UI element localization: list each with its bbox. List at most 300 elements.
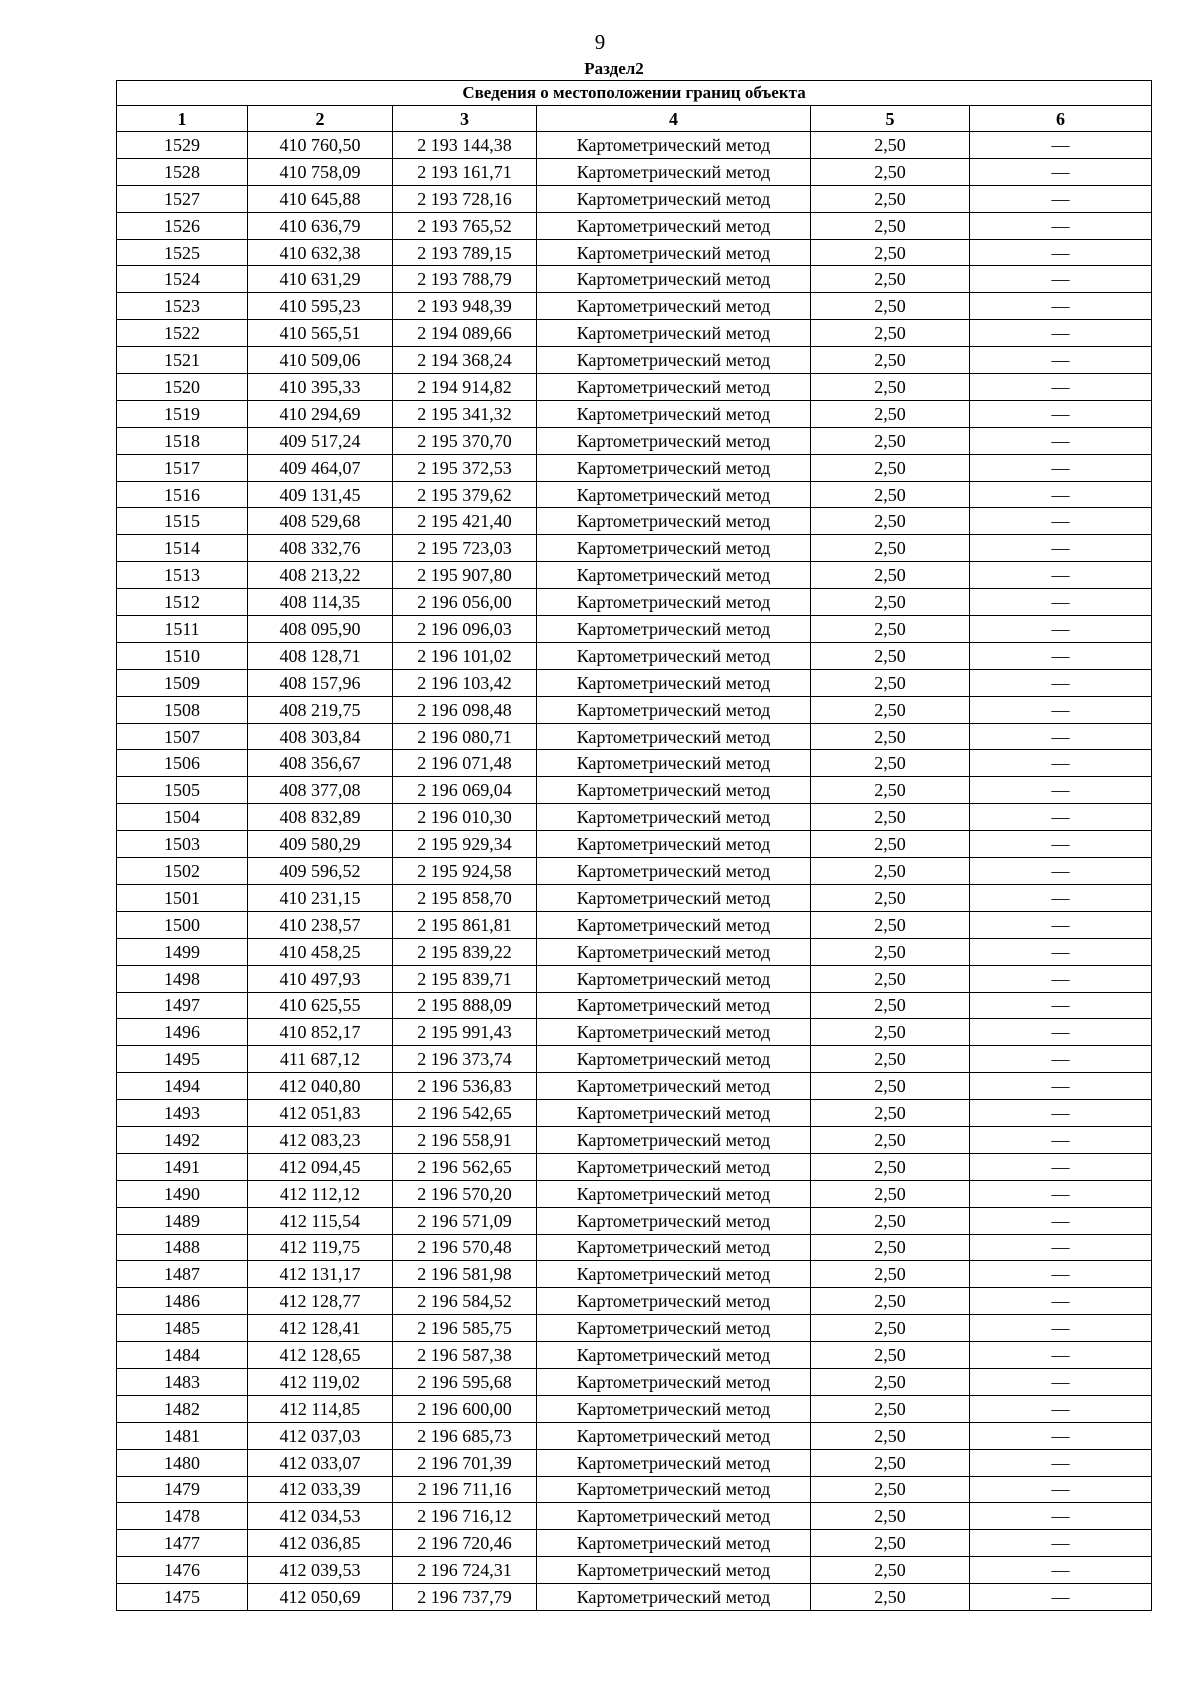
x-coordinate-cell: 408 356,67 bbox=[248, 750, 393, 777]
accuracy-cell: 2,50 bbox=[811, 293, 970, 320]
description-cell: — bbox=[970, 1261, 1152, 1288]
table-row bbox=[117, 400, 1152, 427]
point-number-cell: 1498 bbox=[117, 965, 248, 992]
x-coordinate-cell: 410 760,50 bbox=[248, 132, 393, 159]
description-cell: — bbox=[970, 1207, 1152, 1234]
table-row bbox=[117, 374, 1152, 401]
table-row bbox=[117, 239, 1152, 266]
x-coordinate-cell: 409 596,52 bbox=[248, 858, 393, 885]
method-cell: Картометрический метод bbox=[537, 1368, 811, 1395]
accuracy-cell: 2,50 bbox=[811, 1153, 970, 1180]
point-number-cell: 1493 bbox=[117, 1100, 248, 1127]
description-cell: — bbox=[970, 132, 1152, 159]
accuracy-cell: 2,50 bbox=[811, 185, 970, 212]
y-coordinate-cell: 2 196 595,68 bbox=[393, 1368, 537, 1395]
accuracy-cell: 2,50 bbox=[811, 884, 970, 911]
accuracy-cell: 2,50 bbox=[811, 1207, 970, 1234]
y-coordinate-cell: 2 196 103,42 bbox=[393, 669, 537, 696]
y-coordinate-cell: 2 195 421,40 bbox=[393, 508, 537, 535]
table-row bbox=[117, 1126, 1152, 1153]
y-coordinate-cell: 2 195 907,80 bbox=[393, 562, 537, 589]
method-cell: Картометрический метод bbox=[537, 642, 811, 669]
description-cell: — bbox=[970, 858, 1152, 885]
description-cell: — bbox=[970, 320, 1152, 347]
method-cell: Картометрический метод bbox=[537, 1288, 811, 1315]
accuracy-cell: 2,50 bbox=[811, 589, 970, 616]
accuracy-cell: 2,50 bbox=[811, 1315, 970, 1342]
method-cell: Картометрический метод bbox=[537, 1153, 811, 1180]
y-coordinate-cell: 2 196 071,48 bbox=[393, 750, 537, 777]
accuracy-cell: 2,50 bbox=[811, 562, 970, 589]
description-cell: — bbox=[970, 481, 1152, 508]
accuracy-cell: 2,50 bbox=[811, 266, 970, 293]
point-number-cell: 1479 bbox=[117, 1476, 248, 1503]
accuracy-cell: 2,50 bbox=[811, 858, 970, 885]
method-cell: Картометрический метод bbox=[537, 1180, 811, 1207]
x-coordinate-cell: 409 580,29 bbox=[248, 831, 393, 858]
method-cell: Картометрический метод bbox=[537, 132, 811, 159]
x-coordinate-cell: 412 037,03 bbox=[248, 1422, 393, 1449]
section-title: Раздел2 bbox=[584, 59, 644, 78]
point-number-cell: 1526 bbox=[117, 212, 248, 239]
method-cell: Картометрический метод bbox=[537, 992, 811, 1019]
method-cell: Картометрический метод bbox=[537, 1395, 811, 1422]
table-row bbox=[117, 992, 1152, 1019]
description-cell: — bbox=[970, 293, 1152, 320]
table-row bbox=[117, 212, 1152, 239]
point-number-cell: 1499 bbox=[117, 938, 248, 965]
y-coordinate-cell: 2 193 948,39 bbox=[393, 293, 537, 320]
point-number-cell: 1525 bbox=[117, 239, 248, 266]
y-coordinate-cell: 2 193 144,38 bbox=[393, 132, 537, 159]
point-number-cell: 1477 bbox=[117, 1530, 248, 1557]
point-number-cell: 1488 bbox=[117, 1234, 248, 1261]
accuracy-cell: 2,50 bbox=[811, 347, 970, 374]
description-cell: — bbox=[970, 911, 1152, 938]
accuracy-cell: 2,50 bbox=[811, 777, 970, 804]
y-coordinate-cell: 2 196 685,73 bbox=[393, 1422, 537, 1449]
y-coordinate-cell: 2 193 161,71 bbox=[393, 158, 537, 185]
y-coordinate-cell: 2 195 379,62 bbox=[393, 481, 537, 508]
table-row bbox=[117, 1153, 1152, 1180]
y-coordinate-cell: 2 196 069,04 bbox=[393, 777, 537, 804]
description-cell: — bbox=[970, 562, 1152, 589]
method-cell: Картометрический метод bbox=[537, 1315, 811, 1342]
method-cell: Картометрический метод bbox=[537, 508, 811, 535]
point-number-cell: 1502 bbox=[117, 858, 248, 885]
table-row bbox=[117, 347, 1152, 374]
y-coordinate-cell: 2 193 789,15 bbox=[393, 239, 537, 266]
table-row bbox=[117, 1449, 1152, 1476]
table-row bbox=[117, 132, 1152, 159]
description-cell: — bbox=[970, 696, 1152, 723]
method-cell: Картометрический метод bbox=[537, 347, 811, 374]
x-coordinate-cell: 410 238,57 bbox=[248, 911, 393, 938]
table-row bbox=[117, 508, 1152, 535]
y-coordinate-cell: 2 196 098,48 bbox=[393, 696, 537, 723]
y-coordinate-cell: 2 196 587,38 bbox=[393, 1342, 537, 1369]
point-number-cell: 1509 bbox=[117, 669, 248, 696]
accuracy-cell: 2,50 bbox=[811, 1261, 970, 1288]
table-row bbox=[117, 723, 1152, 750]
accuracy-cell: 2,50 bbox=[811, 454, 970, 481]
accuracy-cell: 2,50 bbox=[811, 508, 970, 535]
table-row bbox=[117, 642, 1152, 669]
description-cell: — bbox=[970, 347, 1152, 374]
accuracy-cell: 2,50 bbox=[811, 1342, 970, 1369]
accuracy-cell: 2,50 bbox=[811, 831, 970, 858]
description-cell: — bbox=[970, 1126, 1152, 1153]
table-row bbox=[117, 158, 1152, 185]
table-row bbox=[117, 1584, 1152, 1611]
accuracy-cell: 2,50 bbox=[811, 320, 970, 347]
x-coordinate-cell: 412 050,69 bbox=[248, 1584, 393, 1611]
point-number-cell: 1496 bbox=[117, 1019, 248, 1046]
point-number-cell: 1500 bbox=[117, 911, 248, 938]
method-cell: Картометрический метод bbox=[537, 884, 811, 911]
y-coordinate-cell: 2 193 788,79 bbox=[393, 266, 537, 293]
accuracy-cell: 2,50 bbox=[811, 535, 970, 562]
method-cell: Картометрический метод bbox=[537, 669, 811, 696]
table-row bbox=[117, 777, 1152, 804]
table-row bbox=[117, 1368, 1152, 1395]
method-cell: Картометрический метод bbox=[537, 777, 811, 804]
point-number-cell: 1481 bbox=[117, 1422, 248, 1449]
x-coordinate-cell: 410 565,51 bbox=[248, 320, 393, 347]
point-number-cell: 1519 bbox=[117, 400, 248, 427]
description-cell: — bbox=[970, 1503, 1152, 1530]
table-row bbox=[117, 669, 1152, 696]
column-header: 1 bbox=[117, 106, 248, 132]
table-row bbox=[117, 1476, 1152, 1503]
method-cell: Картометрический метод bbox=[537, 616, 811, 643]
point-number-cell: 1482 bbox=[117, 1395, 248, 1422]
x-coordinate-cell: 410 294,69 bbox=[248, 400, 393, 427]
description-cell: — bbox=[970, 831, 1152, 858]
table-row bbox=[117, 965, 1152, 992]
point-number-cell: 1527 bbox=[117, 185, 248, 212]
accuracy-cell: 2,50 bbox=[811, 400, 970, 427]
point-number-cell: 1475 bbox=[117, 1584, 248, 1611]
point-number-cell: 1504 bbox=[117, 804, 248, 831]
x-coordinate-cell: 408 213,22 bbox=[248, 562, 393, 589]
table-row bbox=[117, 911, 1152, 938]
point-number-cell: 1510 bbox=[117, 642, 248, 669]
method-cell: Картометрический метод bbox=[537, 911, 811, 938]
table-row bbox=[117, 1530, 1152, 1557]
method-cell: Картометрический метод bbox=[537, 965, 811, 992]
table-row bbox=[117, 858, 1152, 885]
table-row bbox=[117, 562, 1152, 589]
x-coordinate-cell: 408 157,96 bbox=[248, 669, 393, 696]
method-cell: Картометрический метод bbox=[537, 1046, 811, 1073]
method-cell: Картометрический метод bbox=[537, 1126, 811, 1153]
boundary-coordinates-table bbox=[116, 80, 1152, 1611]
x-coordinate-cell: 412 128,65 bbox=[248, 1342, 393, 1369]
x-coordinate-cell: 410 625,55 bbox=[248, 992, 393, 1019]
y-coordinate-cell: 2 195 858,70 bbox=[393, 884, 537, 911]
x-coordinate-cell: 410 636,79 bbox=[248, 212, 393, 239]
accuracy-cell: 2,50 bbox=[811, 1368, 970, 1395]
method-cell: Картометрический метод bbox=[537, 1530, 811, 1557]
y-coordinate-cell: 2 196 570,20 bbox=[393, 1180, 537, 1207]
y-coordinate-cell: 2 193 728,16 bbox=[393, 185, 537, 212]
x-coordinate-cell: 412 114,85 bbox=[248, 1395, 393, 1422]
table-row bbox=[117, 1261, 1152, 1288]
table-row bbox=[117, 481, 1152, 508]
table-row bbox=[117, 696, 1152, 723]
y-coordinate-cell: 2 196 584,52 bbox=[393, 1288, 537, 1315]
point-number-cell: 1497 bbox=[117, 992, 248, 1019]
x-coordinate-cell: 410 497,93 bbox=[248, 965, 393, 992]
accuracy-cell: 2,50 bbox=[811, 992, 970, 1019]
y-coordinate-cell: 2 195 839,71 bbox=[393, 965, 537, 992]
description-cell: — bbox=[970, 239, 1152, 266]
accuracy-cell: 2,50 bbox=[811, 642, 970, 669]
column-header: 4 bbox=[537, 106, 811, 132]
y-coordinate-cell: 2 196 101,02 bbox=[393, 642, 537, 669]
x-coordinate-cell: 408 377,08 bbox=[248, 777, 393, 804]
accuracy-cell: 2,50 bbox=[811, 1100, 970, 1127]
x-coordinate-cell: 412 131,17 bbox=[248, 1261, 393, 1288]
method-cell: Картометрический метод bbox=[537, 1557, 811, 1584]
method-cell: Картометрический метод bbox=[537, 723, 811, 750]
x-coordinate-cell: 412 036,85 bbox=[248, 1530, 393, 1557]
method-cell: Картометрический метод bbox=[537, 454, 811, 481]
accuracy-cell: 2,50 bbox=[811, 1073, 970, 1100]
accuracy-cell: 2,50 bbox=[811, 1234, 970, 1261]
x-coordinate-cell: 412 033,07 bbox=[248, 1449, 393, 1476]
x-coordinate-cell: 410 595,23 bbox=[248, 293, 393, 320]
y-coordinate-cell: 2 194 914,82 bbox=[393, 374, 537, 401]
y-coordinate-cell: 2 196 558,91 bbox=[393, 1126, 537, 1153]
y-coordinate-cell: 2 196 373,74 bbox=[393, 1046, 537, 1073]
table-row bbox=[117, 1180, 1152, 1207]
column-header: 6 bbox=[970, 106, 1152, 132]
y-coordinate-cell: 2 194 368,24 bbox=[393, 347, 537, 374]
x-coordinate-cell: 412 094,45 bbox=[248, 1153, 393, 1180]
accuracy-cell: 2,50 bbox=[811, 1584, 970, 1611]
table-row bbox=[117, 320, 1152, 347]
point-number-cell: 1528 bbox=[117, 158, 248, 185]
method-cell: Картометрический метод bbox=[537, 320, 811, 347]
y-coordinate-cell: 2 196 542,65 bbox=[393, 1100, 537, 1127]
table-row bbox=[117, 616, 1152, 643]
y-coordinate-cell: 2 196 536,83 bbox=[393, 1073, 537, 1100]
description-cell: — bbox=[970, 427, 1152, 454]
y-coordinate-cell: 2 195 888,09 bbox=[393, 992, 537, 1019]
x-coordinate-cell: 410 231,15 bbox=[248, 884, 393, 911]
method-cell: Картометрический метод bbox=[537, 293, 811, 320]
table-row bbox=[117, 1503, 1152, 1530]
point-number-cell: 1523 bbox=[117, 293, 248, 320]
x-coordinate-cell: 410 395,33 bbox=[248, 374, 393, 401]
x-coordinate-cell: 412 115,54 bbox=[248, 1207, 393, 1234]
accuracy-cell: 2,50 bbox=[811, 1046, 970, 1073]
table-body bbox=[117, 132, 1152, 1611]
point-number-cell: 1522 bbox=[117, 320, 248, 347]
description-cell: — bbox=[970, 1046, 1152, 1073]
y-coordinate-cell: 2 196 716,12 bbox=[393, 1503, 537, 1530]
x-coordinate-cell: 410 509,06 bbox=[248, 347, 393, 374]
point-number-cell: 1506 bbox=[117, 750, 248, 777]
point-number-cell: 1478 bbox=[117, 1503, 248, 1530]
y-coordinate-cell: 2 195 341,32 bbox=[393, 400, 537, 427]
table-caption: Сведения о местоположении границ объекта bbox=[117, 81, 1152, 106]
y-coordinate-cell: 2 196 080,71 bbox=[393, 723, 537, 750]
column-header-row bbox=[117, 106, 1152, 132]
point-number-cell: 1515 bbox=[117, 508, 248, 535]
description-cell: — bbox=[970, 1315, 1152, 1342]
method-cell: Картометрический метод bbox=[537, 938, 811, 965]
accuracy-cell: 2,50 bbox=[811, 804, 970, 831]
y-coordinate-cell: 2 196 562,65 bbox=[393, 1153, 537, 1180]
x-coordinate-cell: 412 128,77 bbox=[248, 1288, 393, 1315]
point-number-cell: 1490 bbox=[117, 1180, 248, 1207]
accuracy-cell: 2,50 bbox=[811, 911, 970, 938]
y-coordinate-cell: 2 196 010,30 bbox=[393, 804, 537, 831]
table-row bbox=[117, 750, 1152, 777]
x-coordinate-cell: 408 332,76 bbox=[248, 535, 393, 562]
point-number-cell: 1476 bbox=[117, 1557, 248, 1584]
accuracy-cell: 2,50 bbox=[811, 212, 970, 239]
y-coordinate-cell: 2 196 056,00 bbox=[393, 589, 537, 616]
table-row bbox=[117, 427, 1152, 454]
description-cell: — bbox=[970, 938, 1152, 965]
x-coordinate-cell: 412 119,75 bbox=[248, 1234, 393, 1261]
description-cell: — bbox=[970, 1100, 1152, 1127]
y-coordinate-cell: 2 193 765,52 bbox=[393, 212, 537, 239]
y-coordinate-cell: 2 195 723,03 bbox=[393, 535, 537, 562]
accuracy-cell: 2,50 bbox=[811, 669, 970, 696]
x-coordinate-cell: 409 517,24 bbox=[248, 427, 393, 454]
description-cell: — bbox=[970, 1584, 1152, 1611]
point-number-cell: 1483 bbox=[117, 1368, 248, 1395]
method-cell: Картометрический метод bbox=[537, 831, 811, 858]
accuracy-cell: 2,50 bbox=[811, 1449, 970, 1476]
y-coordinate-cell: 2 196 724,31 bbox=[393, 1557, 537, 1584]
x-coordinate-cell: 408 128,71 bbox=[248, 642, 393, 669]
description-cell: — bbox=[970, 454, 1152, 481]
y-coordinate-cell: 2 195 370,70 bbox=[393, 427, 537, 454]
y-coordinate-cell: 2 196 600,00 bbox=[393, 1395, 537, 1422]
y-coordinate-cell: 2 194 089,66 bbox=[393, 320, 537, 347]
description-cell: — bbox=[970, 1073, 1152, 1100]
table-row bbox=[117, 938, 1152, 965]
table-row bbox=[117, 804, 1152, 831]
point-number-cell: 1508 bbox=[117, 696, 248, 723]
point-number-cell: 1521 bbox=[117, 347, 248, 374]
description-cell: — bbox=[970, 400, 1152, 427]
accuracy-cell: 2,50 bbox=[811, 1395, 970, 1422]
column-header: 2 bbox=[248, 106, 393, 132]
accuracy-cell: 2,50 bbox=[811, 132, 970, 159]
table-row bbox=[117, 1019, 1152, 1046]
table-row bbox=[117, 1557, 1152, 1584]
accuracy-cell: 2,50 bbox=[811, 1476, 970, 1503]
description-cell: — bbox=[970, 1557, 1152, 1584]
accuracy-cell: 2,50 bbox=[811, 158, 970, 185]
y-coordinate-cell: 2 196 720,46 bbox=[393, 1530, 537, 1557]
y-coordinate-cell: 2 196 096,03 bbox=[393, 616, 537, 643]
method-cell: Картометрический метод bbox=[537, 1207, 811, 1234]
y-coordinate-cell: 2 196 737,79 bbox=[393, 1584, 537, 1611]
point-number-cell: 1516 bbox=[117, 481, 248, 508]
point-number-cell: 1514 bbox=[117, 535, 248, 562]
method-cell: Картометрический метод bbox=[537, 374, 811, 401]
method-cell: Картометрический метод bbox=[537, 185, 811, 212]
method-cell: Картометрический метод bbox=[537, 1234, 811, 1261]
accuracy-cell: 2,50 bbox=[811, 750, 970, 777]
method-cell: Картометрический метод bbox=[537, 1584, 811, 1611]
point-number-cell: 1503 bbox=[117, 831, 248, 858]
method-cell: Картометрический метод bbox=[537, 481, 811, 508]
accuracy-cell: 2,50 bbox=[811, 1180, 970, 1207]
point-number-cell: 1520 bbox=[117, 374, 248, 401]
x-coordinate-cell: 412 033,39 bbox=[248, 1476, 393, 1503]
method-cell: Картометрический метод bbox=[537, 750, 811, 777]
y-coordinate-cell: 2 195 991,43 bbox=[393, 1019, 537, 1046]
method-cell: Картометрический метод bbox=[537, 1422, 811, 1449]
x-coordinate-cell: 409 131,45 bbox=[248, 481, 393, 508]
point-number-cell: 1529 bbox=[117, 132, 248, 159]
accuracy-cell: 2,50 bbox=[811, 1126, 970, 1153]
column-header: 5 bbox=[811, 106, 970, 132]
y-coordinate-cell: 2 195 839,22 bbox=[393, 938, 537, 965]
accuracy-cell: 2,50 bbox=[811, 1530, 970, 1557]
description-cell: — bbox=[970, 1153, 1152, 1180]
x-coordinate-cell: 408 219,75 bbox=[248, 696, 393, 723]
table-row bbox=[117, 293, 1152, 320]
accuracy-cell: 2,50 bbox=[811, 1503, 970, 1530]
table-row bbox=[117, 1422, 1152, 1449]
table-row bbox=[117, 454, 1152, 481]
y-coordinate-cell: 2 195 924,58 bbox=[393, 858, 537, 885]
table-row bbox=[117, 831, 1152, 858]
point-number-cell: 1501 bbox=[117, 884, 248, 911]
accuracy-cell: 2,50 bbox=[811, 723, 970, 750]
method-cell: Картометрический метод bbox=[537, 400, 811, 427]
description-cell: — bbox=[970, 1422, 1152, 1449]
description-cell: — bbox=[970, 1180, 1152, 1207]
y-coordinate-cell: 2 196 701,39 bbox=[393, 1449, 537, 1476]
table-row bbox=[117, 1315, 1152, 1342]
accuracy-cell: 2,50 bbox=[811, 481, 970, 508]
description-cell: — bbox=[970, 777, 1152, 804]
point-number-cell: 1512 bbox=[117, 589, 248, 616]
x-coordinate-cell: 412 051,83 bbox=[248, 1100, 393, 1127]
table-row bbox=[117, 884, 1152, 911]
x-coordinate-cell: 408 832,89 bbox=[248, 804, 393, 831]
table-row bbox=[117, 1288, 1152, 1315]
x-coordinate-cell: 408 114,35 bbox=[248, 589, 393, 616]
accuracy-cell: 2,50 bbox=[811, 696, 970, 723]
x-coordinate-cell: 412 119,02 bbox=[248, 1368, 393, 1395]
description-cell: — bbox=[970, 616, 1152, 643]
accuracy-cell: 2,50 bbox=[811, 965, 970, 992]
x-coordinate-cell: 408 095,90 bbox=[248, 616, 393, 643]
y-coordinate-cell: 2 196 571,09 bbox=[393, 1207, 537, 1234]
description-cell: — bbox=[970, 992, 1152, 1019]
method-cell: Картометрический метод bbox=[537, 1261, 811, 1288]
table-row bbox=[117, 266, 1152, 293]
point-number-cell: 1484 bbox=[117, 1342, 248, 1369]
method-cell: Картометрический метод bbox=[537, 1100, 811, 1127]
table-row bbox=[117, 185, 1152, 212]
description-cell: — bbox=[970, 212, 1152, 239]
accuracy-cell: 2,50 bbox=[811, 1288, 970, 1315]
description-cell: — bbox=[970, 508, 1152, 535]
